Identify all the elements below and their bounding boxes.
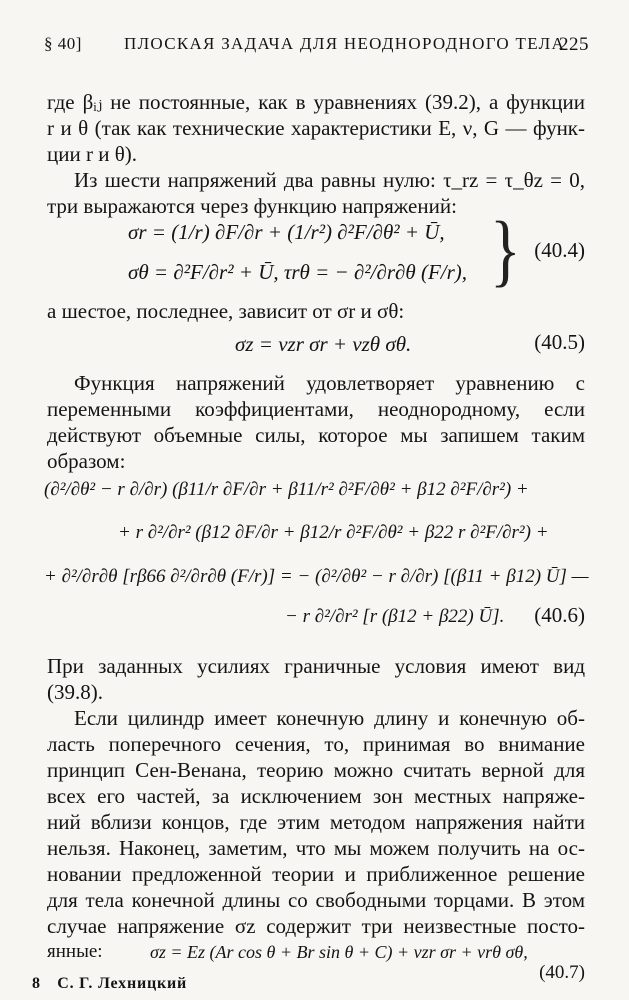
text-line: ласть поперечного сечения, то, принимая во внимание	[47, 732, 585, 756]
equation-number: (40.7)	[539, 962, 585, 983]
text-line: нельзя. Наконец, заметим, что мы можем получить на ос-	[47, 836, 585, 860]
text-line: принцип Сен-Венана, теорию можно считать верной для	[47, 758, 585, 782]
text-line: где βᵢⱼ не постоянные, как в уравнениях (39.2), а функции	[47, 90, 585, 114]
equation-40-6-line-1: (∂²/∂θ² − r ∂/∂r) (β11/r ∂F/∂r + β11/r² ∂²F/∂θ² + β12 ∂²F/∂r²) +	[44, 479, 529, 500]
equation-40-4-line-1: σr = (1/r) ∂F/∂r + (1/r²) ∂²F/∂θ² + Ū,	[128, 220, 445, 244]
text-line: новании предложенной теории и приближенное решение	[47, 862, 585, 886]
text-line: а шестое, последнее, зависит от σr и σθ:	[47, 299, 405, 323]
text-line: Из шести напряжений два равны нулю: τ_rz = τ_θz = 0,	[74, 168, 585, 192]
right-brace-icon: }	[490, 205, 521, 294]
running-title: ПЛОСКАЯ ЗАДАЧА ДЛЯ НЕОДНОРОДНОГО ТЕЛА	[124, 34, 566, 53]
text-line: (39.8).	[47, 680, 103, 704]
page-footer	[32, 975, 187, 993]
page-number: 225	[559, 34, 589, 55]
signature-number: 8	[32, 975, 41, 992]
text-line: ний вблизи концов, где этим методом напряжения найти	[47, 810, 585, 834]
text-line: Если цилиндр имеет конечную длину и конечную об-	[74, 706, 585, 730]
running-header	[44, 34, 589, 58]
section-ref: § 40]	[44, 34, 82, 53]
equation-40-6-line-2: + r ∂²/∂r² (β12 ∂F/∂r + β12/r ∂²F/∂θ² + β22 r ∂²F/∂r²) +	[118, 522, 549, 543]
text-line: случае напряжение σz содержит три неизвестные посто-	[47, 914, 585, 938]
text-line: r и θ (так как технические характеристики E, ν, G — функ-	[47, 116, 585, 140]
text-line: переменными коэффициентами, неоднородному, если	[47, 397, 585, 421]
text-line: При заданных усилиях граничные условия имеют вид	[47, 654, 585, 678]
equation-40-4-line-2: σθ = ∂²F/∂r² + Ū, τrθ = − ∂²/∂r∂θ (F/r),	[128, 260, 468, 284]
text-line: ции r и θ).	[47, 142, 137, 166]
text-line: всех его частей, за исключением зон местных напряже-	[47, 784, 585, 808]
text-line: для тела конечной длины со свободными торцами. В этом	[47, 888, 585, 912]
author-name: С. Г. Лехницкий	[57, 975, 188, 992]
equation-number: (40.6)	[534, 603, 585, 627]
text-line: Функция напряжений удовлетворяет уравнению с	[74, 371, 585, 395]
equation-40-6-line-4: − r ∂²/∂r² [r (β12 + β22) Ū].	[285, 606, 505, 627]
equation-40-6-line-3: + ∂²/∂r∂θ [rβ66 ∂²/∂r∂θ (F/r)] = − (∂²/∂θ² − r ∂/∂r) [(β11 + β12) Ū] —	[44, 566, 589, 587]
text-line: три выражаются через функцию напряжений:	[47, 194, 457, 218]
equation-40-5: σz = νzr σr + νzθ σθ.	[235, 332, 412, 356]
equation-number: (40.5)	[534, 330, 585, 354]
text-line: янные:	[47, 941, 103, 962]
text-line: образом:	[47, 449, 126, 473]
equation-40-7: σz = Ez (Ar cos θ + Br sin θ + C) + νzr σr + νrθ σθ,	[150, 942, 528, 962]
equation-number: (40.4)	[534, 238, 585, 262]
text-line: действуют объемные силы, которое мы запишем таким	[47, 423, 585, 447]
